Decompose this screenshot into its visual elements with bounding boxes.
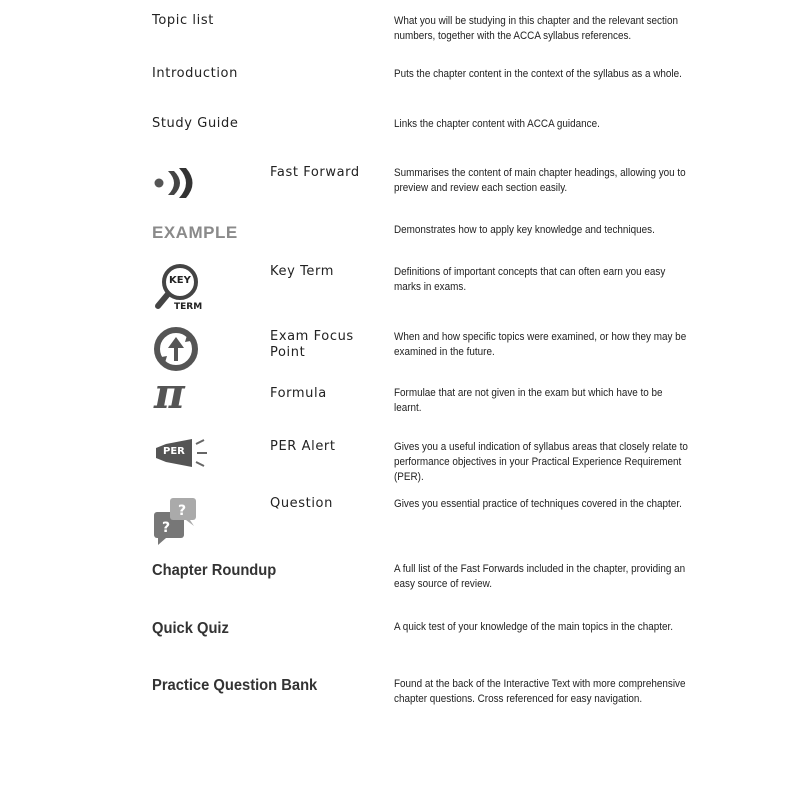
row-desc-per-alert: Gives you a useful indication of syllabus areas that closely relate to performance objectives in your Practical Experience Requirement (PER). (394, 441, 688, 483)
row-label-introduction: Introduction (152, 66, 238, 81)
fast-forward-icon (152, 163, 200, 203)
row-desc-question: Gives you essential practice of techniques covered in the chapter. (394, 498, 682, 510)
row-label-question: Question (270, 496, 333, 511)
row-desc-chapter-roundup: A full list of the Fast Forwards included in the chapter, providing an easy source of review. (394, 563, 686, 590)
key-term-icon-text: KEY (169, 275, 191, 286)
row-desc-introduction: Puts the chapter content in the context of the syllabus as a whole. (394, 68, 682, 80)
svg-text:?: ? (178, 503, 187, 519)
row-label-fast-forward: Fast Forward (270, 165, 360, 180)
row-label-key-term: Key Term (270, 264, 335, 279)
row-label-example: EXAMPLE (152, 223, 238, 242)
per-alert-icon-text: PER (163, 446, 185, 457)
exam-focus-icon (152, 326, 200, 372)
row-desc-topic-list: What you will be studying in this chapter and the relevant section numbers, together with the ACCA syllabus references. (394, 15, 678, 42)
row-desc-quick-quiz: A quick test of your knowledge of the main topics in the chapter. (394, 621, 674, 633)
row-label-practice-question-bank: Practice Question Bank (152, 677, 318, 694)
key-term-icon (152, 262, 206, 314)
pi-icon: π (154, 369, 185, 418)
row-label-topic-list: Topic list (152, 13, 214, 28)
row-label-quick-quiz: Quick Quiz (152, 620, 229, 637)
row-label-formula: Formula (270, 386, 327, 401)
row-desc-practice-question-bank: Found at the back of the Interactive Text with more comprehensive chapter questions. Cross referenced for easy navigation. (394, 678, 686, 705)
row-desc-example: Demonstrates how to apply key knowledge and techniques. (394, 224, 655, 236)
question-icon (152, 494, 202, 546)
per-alert-icon (152, 436, 212, 470)
row-desc-key-term: Definitions of important concepts that can often earn you easy marks in exams. (394, 266, 666, 293)
key-term-icon-subtext: TERM (174, 302, 203, 312)
row-label-per-alert: PER Alert (270, 439, 336, 454)
row-label-chapter-roundup: Chapter Roundup (152, 562, 277, 579)
row-desc-fast-forward: Summarises the content of main chapter headings, allowing you to preview and review each section easily. (394, 167, 686, 194)
row-desc-formula: Formulae that are not given in the exam but which have to be learnt. (394, 387, 663, 414)
svg-text:?: ? (162, 520, 171, 536)
row-label-study-guide: Study Guide (152, 116, 239, 131)
row-desc-exam-focus-point: When and how specific topics were examined, or how they may be examined in the future. (394, 331, 687, 358)
row-desc-study-guide: Links the chapter content with ACCA guidance. (394, 118, 600, 130)
row-label-exam-focus-point: Exam Focus Point (270, 329, 354, 360)
